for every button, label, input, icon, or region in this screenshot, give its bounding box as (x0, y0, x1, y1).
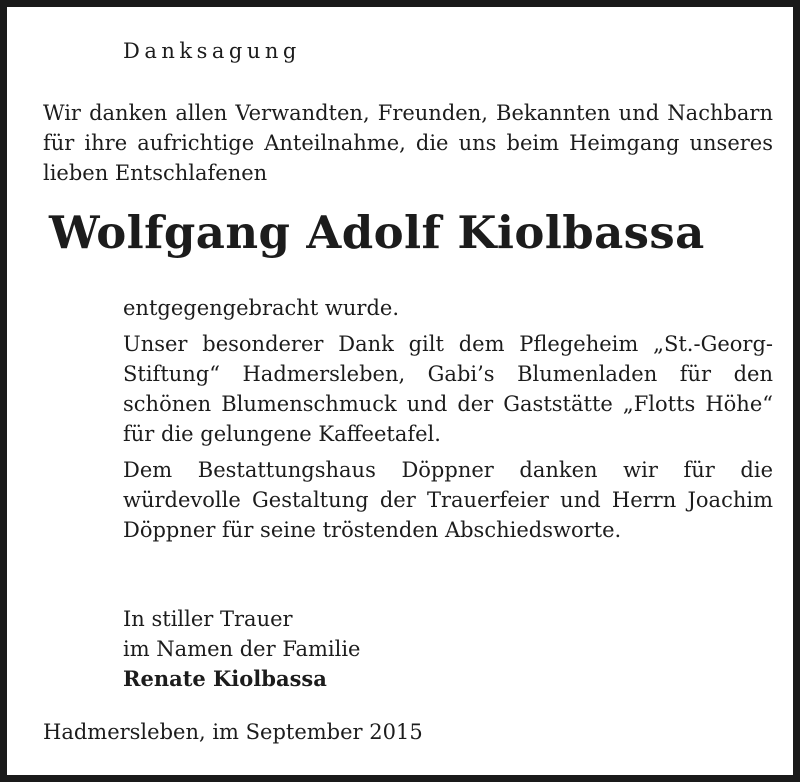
signoff-line-mourning: In stiller Trauer (123, 607, 293, 631)
notice-heading: Danksagung (123, 39, 301, 63)
paragraph-funeral-home: Dem Bestattungshaus Döppner danken wir für die würdevolle Gestaltung der Trauerfeier und Herrn Joachim Döppner für seine tröstenden Abschiedsworte. (123, 458, 773, 542)
deceased-name: Wolfgang Adolf Kiolbassa (49, 206, 705, 259)
signer-name: Renate Kiolbassa (123, 666, 327, 691)
paragraph-special-thanks: Unser besonderer Dank gilt dem Pflegeheim „St.-Georg-Stiftung“ Hadmersleben, Gabi’s Blumenladen für den schönen Blumenschmuck und der Gaststätte „Flotts Höhe“ für die gelungene Kaffeetafel. (123, 332, 773, 446)
signoff (123, 604, 360, 694)
paragraph-continuation: entgegengebracht wurde. (123, 296, 400, 320)
place-and-date: Hadmersleben, im September 2015 (43, 720, 423, 744)
thanks-body (123, 293, 773, 551)
signoff-line-family: im Namen der Familie (123, 637, 361, 661)
intro-text: Wir danken allen Verwandten, Freunden, Bekannten und Nachbarn für ihre aufrichtige Anteilnahme, die uns beim Heimgang unseres lieben Entschlafenen (43, 101, 773, 185)
